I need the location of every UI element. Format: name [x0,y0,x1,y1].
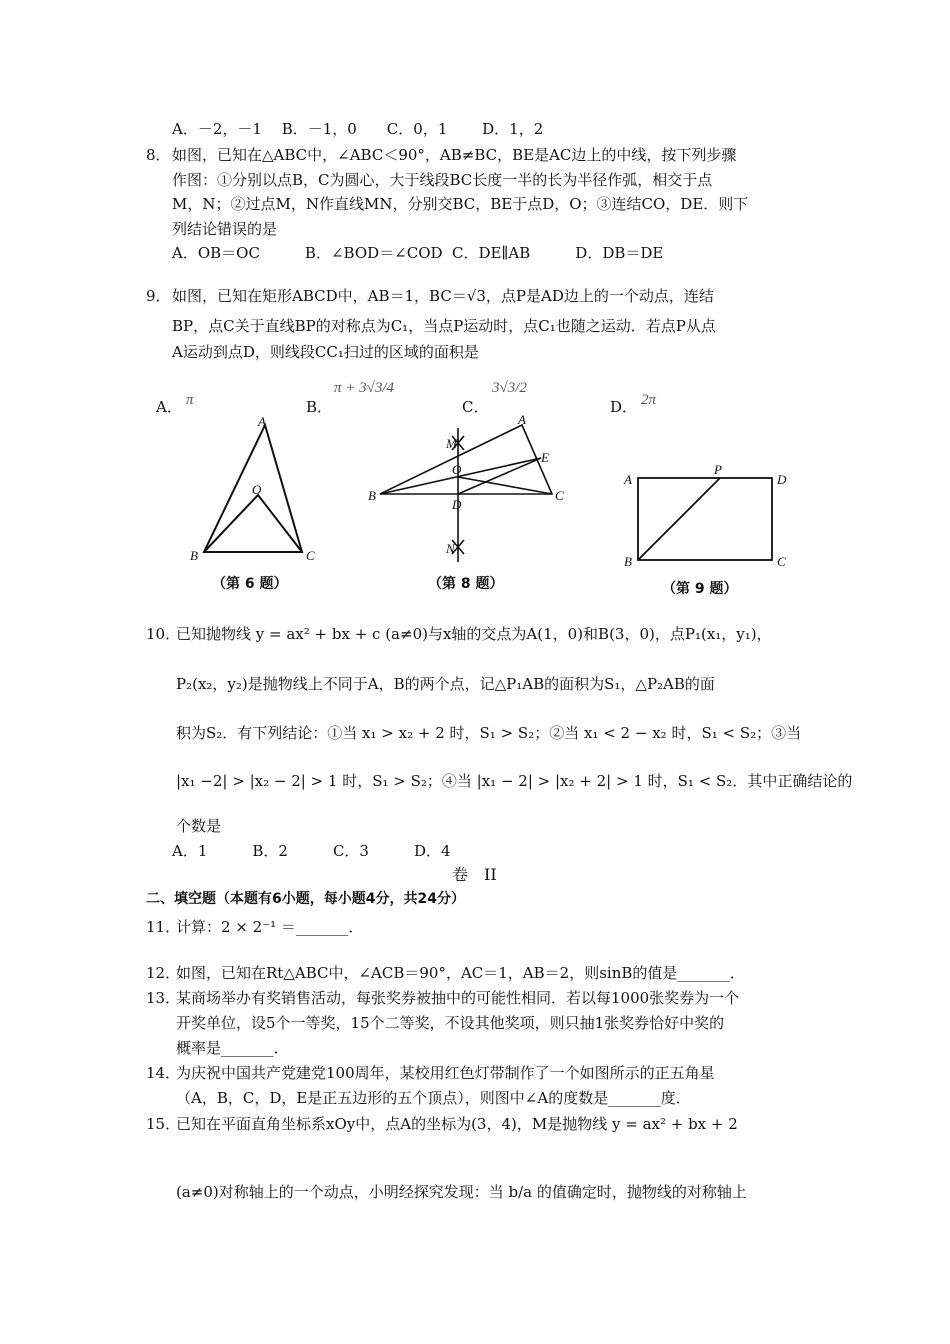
figures [0,0,950,620]
q9-number: 9． [146,287,171,305]
q10-line: 个数是 [176,817,222,835]
q13-line: 开奖单位，设5个一等奖，15个二等奖，不设其他奖项，则只抽1张奖券恰好中奖的 [176,1014,725,1032]
fig6-label-a: A [258,414,266,429]
q8-line: M，N；②过点M，N作直线MN，分别交BC，BE于点D，O；③连结CO，DE．则下 [172,195,749,213]
q9-option-c-math: 3√3/2 [492,380,527,396]
q9-option-d-math: 2π [641,392,657,408]
fig6-label-c: C [306,548,315,563]
q8-line: 作图：①分别以点B，C为圆心，大于线段BC长度一半的长为半径作弧，相交于点 [172,171,713,189]
fig8-label-a: A [518,412,526,427]
fig8-label-d: D [452,497,462,512]
fig6-label-b: B [190,548,198,563]
q15-line: 已知在平面直角坐标系xOy中，点A的坐标为(3，4)，M是抛物线 y = ax² + bx + 2 [176,1115,738,1133]
fig8-label-e: E [541,450,549,465]
fig8-label-o: O [452,462,462,477]
figure-8 [380,425,552,562]
fig8-label-b: B [368,488,376,503]
q14-line: （A，B，C，D，E是正五边形的五个顶点），则图中∠A的度数是_______度． [176,1089,691,1107]
fig8-label-c: C [555,488,564,503]
q12-number: 12． [146,964,181,982]
fig6-caption: （第 6 题） [212,576,288,592]
q9-line: 如图，已知在矩形ABCD中，AB＝1，BC＝√3，点P是AD边上的一个动点，连结 [172,287,714,305]
q15-line: (a≠0)对称轴上的一个动点，小明经探究发现：当 b/a 的值确定时，抛物线的对称轴上 [176,1183,747,1201]
part2-heading: 二、填空题（本题有6小题，每小题4分，共24分） [146,891,465,907]
q14-line: 为庆祝中国共产党建党100周年，某校用红色灯带制作了一个如图所示的正五角星 [176,1064,715,1082]
q10-line: |x₁ −2| > |x₂ − 2| > 1 时，S₁ > S₂；④当 |x₁ − 2| > |x₂ + 2| > 1 时，S₁ < S₂．其中正确结论的 [176,772,853,790]
fig8-caption: （第 8 题） [428,576,504,592]
q13-line: 某商场举办有奖销售活动，每张奖券被抽中的可能性相同．若以每1000张奖券为一个 [176,989,740,1007]
fig6-label-o: O [252,482,262,497]
q13-line: 概率是_______． [176,1039,289,1057]
q7-options: A．－2，－1 B．－1，0 C．0，1 D．1，2 [172,120,544,138]
fig9-label-a: A [624,472,632,487]
fig8-label-m: M [446,436,457,451]
q9-option-a-math: π [186,392,194,408]
fig8-label-n: N [446,541,455,556]
q9-option-c-label: C． [462,398,489,416]
fig9-label-b: B [624,554,632,569]
q12-text: 如图，已知在Rt△ABC中，∠ACB＝90°，AC＝1，AB＝2，则sinB的值是_______． [176,964,745,982]
fig9-caption: （第 9 题） [662,581,738,597]
q10-line: 积为S₂．有下列结论：①当 x₁ > x₂ + 2 时，S₁ > S₂；②当 x₁ < 2 − x₂ 时，S₁ < S₂；③当 [176,724,802,742]
q11-text: 计算：2 × 2⁻¹ ＝_______． [176,918,364,936]
q10-line: P₂(x₂，y₂)是抛物线上不同于A，B的两个点，记△P₁AB的面积为S₁，△P₂AB的面 [176,675,715,693]
q15-number: 15． [146,1115,181,1133]
fig9-label-c: C [777,554,786,569]
fig9-label-p: P [714,462,722,477]
q11-number: 11． [146,918,181,936]
q9-option-b-math: π + 3√3/4 [334,380,395,396]
q8-line: 列结论错误的是 [172,220,278,238]
q9-line: BP，点C关于直线BP的对称点为C₁，当点P运动时，点C₁也随之运动．若点P从点 [172,317,716,335]
q10-line: 已知抛物线 y = ax² + bx + c (a≠0)与x轴的交点为A(1，0)和B(3，0)，点P₁(x₁，y₁)， [176,625,772,643]
q9-option-a-label: A． [156,398,182,416]
q8-number: 8． [146,146,171,164]
q9-option-b-label: B． [306,398,333,416]
section-title: 卷 II [452,865,497,884]
q8-line: 如图，已知在△ABC中，∠ABC＜90°，AB≠BC，BE是AC边上的中线，按下列步骤 [172,146,737,164]
q10-number: 10． [146,625,181,643]
q9-option-d-label: D． [610,398,638,416]
fig9-label-d: D [777,472,787,487]
q8-options: A．OB＝OC B．∠BOD＝∠COD C．DE∥AB D．DB＝DE [172,244,664,262]
q13-number: 13． [146,989,181,1007]
q9-line: A运动到点D，则线段CC₁扫过的区域的面积是 [172,343,479,361]
figure-9 [638,478,772,560]
q10-options: A．1 B．2 C．3 D．4 [172,842,451,860]
q14-number: 14． [146,1064,181,1082]
